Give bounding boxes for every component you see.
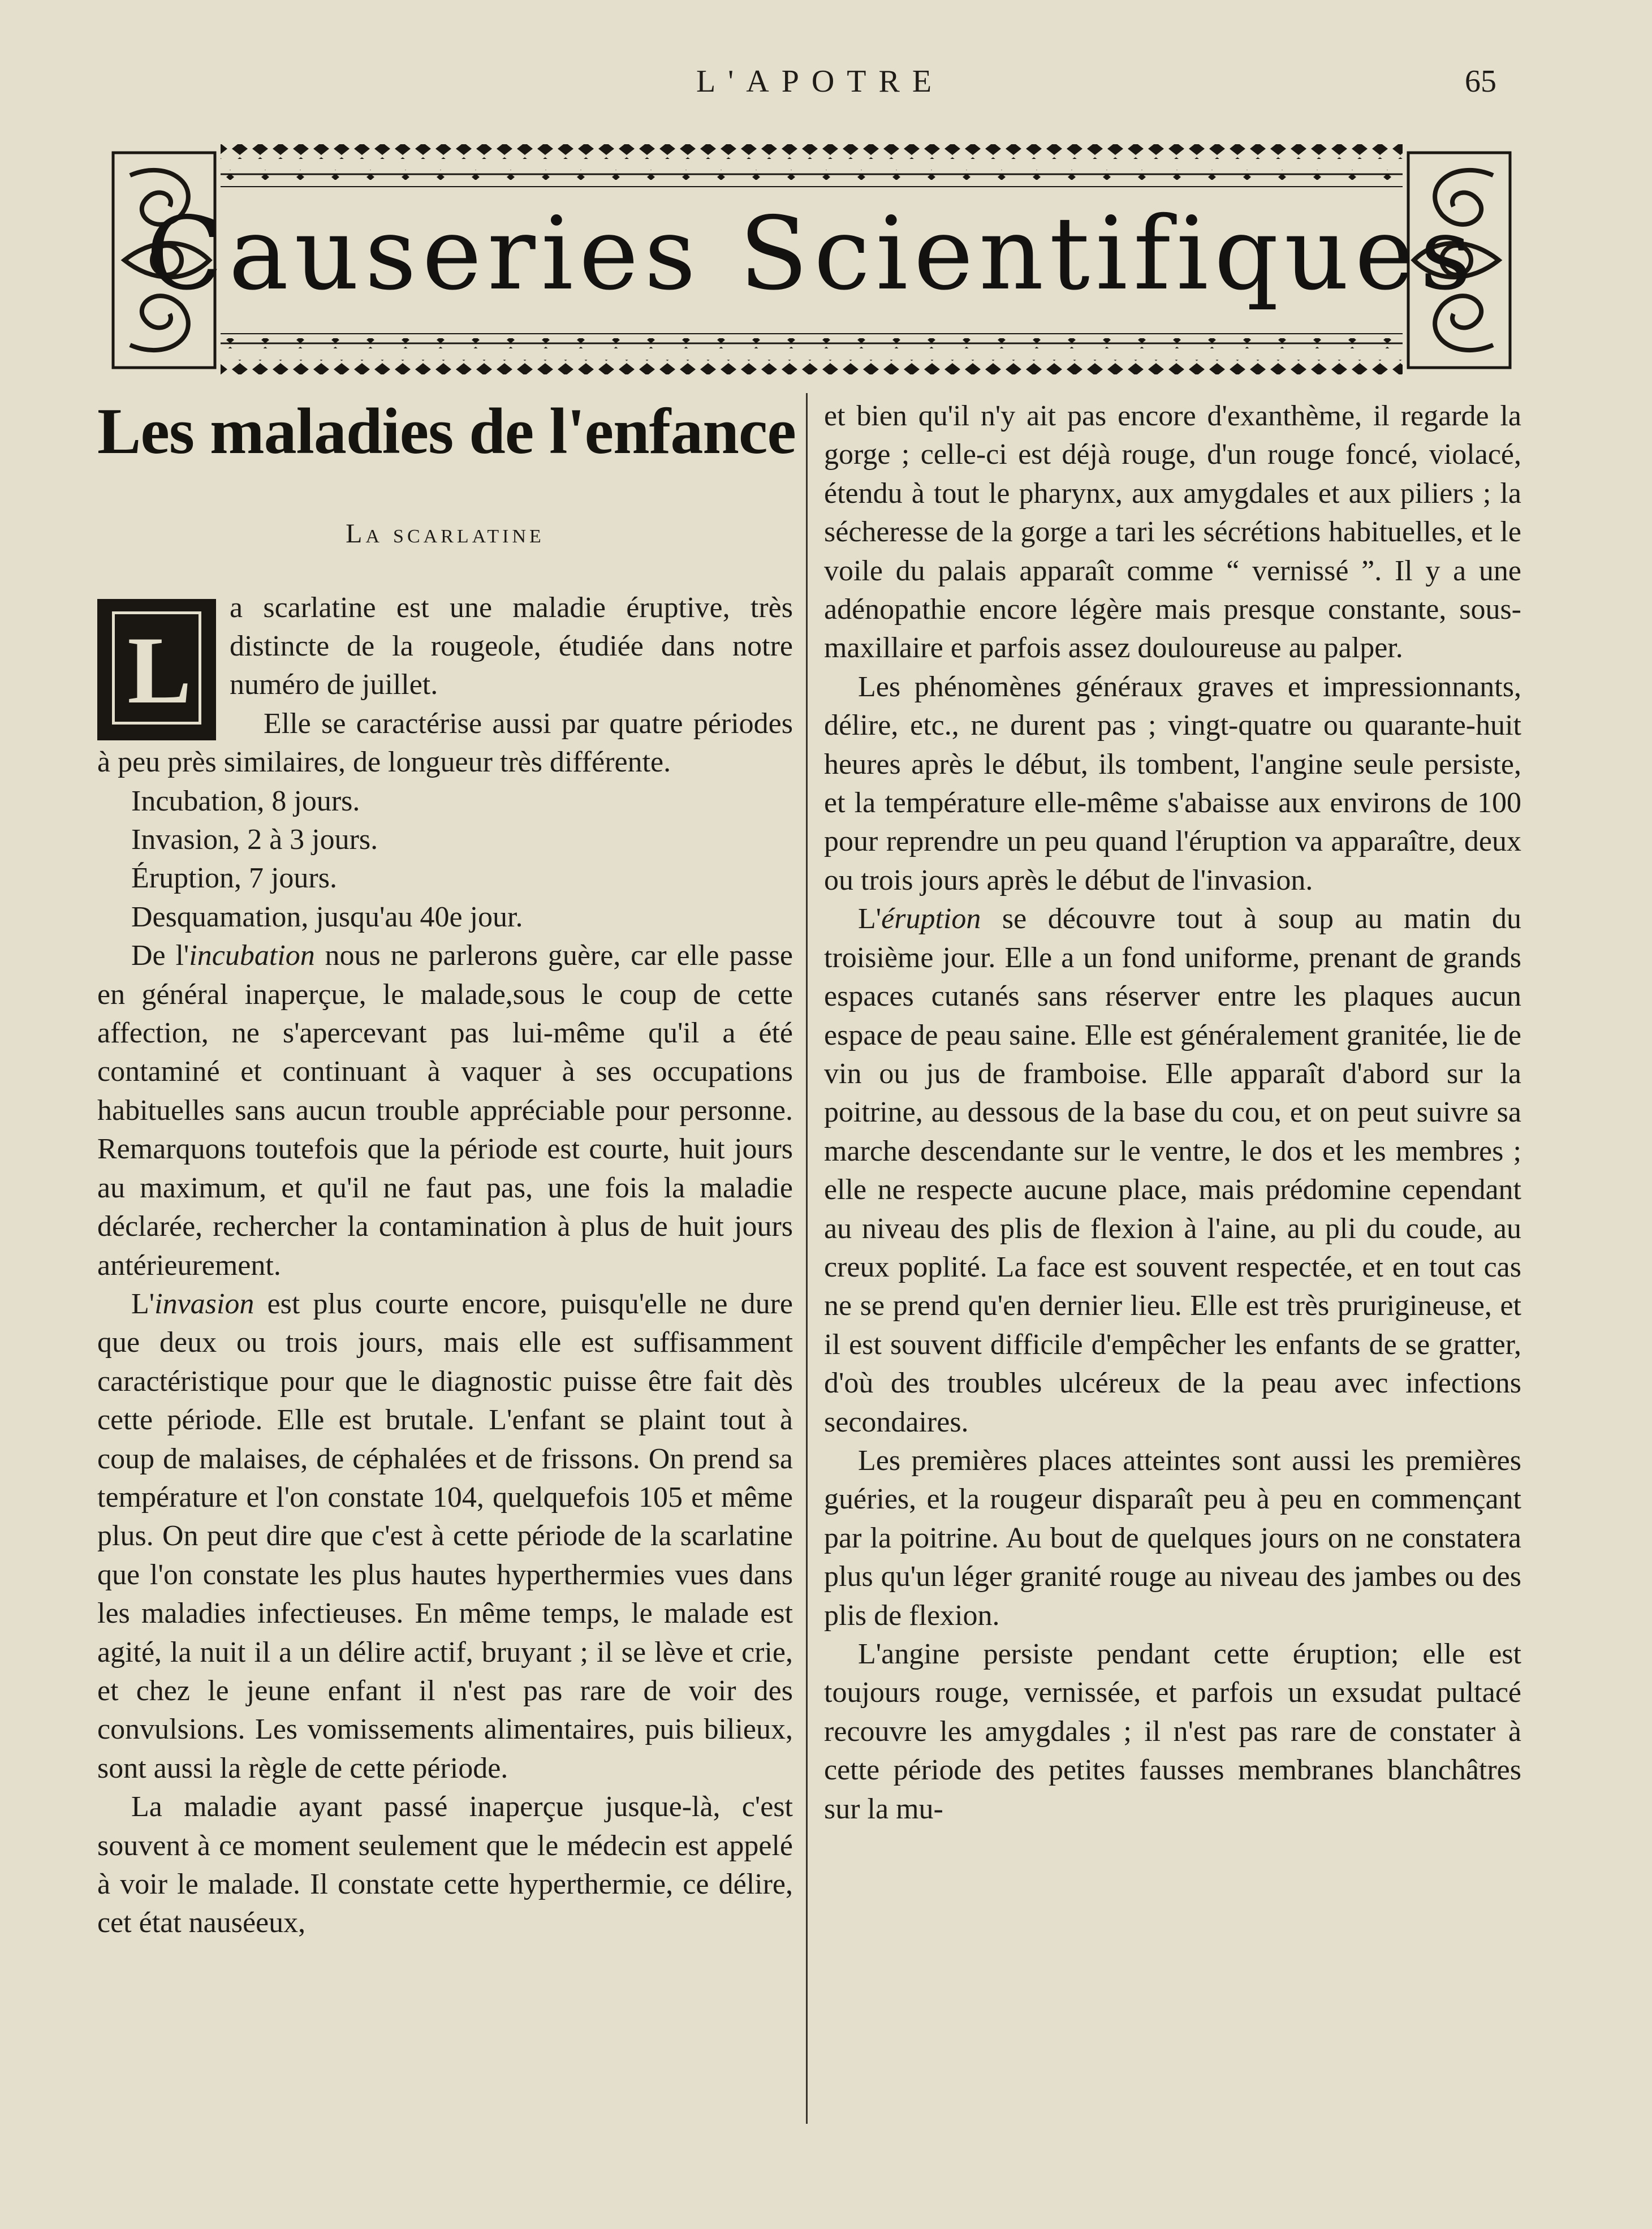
period-desquamation: Desquamation, jusqu'au 40e jour. [131,900,523,933]
left-column [97,395,796,1943]
continuation-paragraph: et bien qu'il n'y ait pas encore d'exanthème, il regarde la gorge ; celle-ci est déjà rouge, d'un rouge foncé, violacé, étendu à tout le pharynx, aux amygdales et aux piliers ; la sécheresse de la gorge a tari les sécrétions habituelles, et le voile du palais apparaît comme “ vernissé ”. Il y a une adénopathie encore légère mais presque constante, sous-maxillaire et parfois assez douloureuse au palper. [824,400,1521,665]
period-eruption: Éruption, 7 jours. [131,862,337,895]
banner-title: Causeries Scientifiques [145,195,1477,312]
invasion-paragraph [97,1285,793,1788]
invasion-term: invasion [154,1287,255,1320]
running-title: L'APOTRE [696,64,944,99]
invasion-lead: L' [131,1287,155,1320]
incubation-lead: De l' [131,939,189,972]
phenomenes-paragraph: Les phénomènes généraux graves et impressionnants, délire, etc., ne durent pas ; vingt-quatre ou quarante-huit heures après le début, ils tombent, l'angine seule persiste, et la température elle-même s'abaisse aux environs de 100 pour reprendre un peu quand l'éruption va apparaître, deux ou trois jours après le début de l'invasion. [824,670,1521,896]
eruption-paragraph [824,900,1521,1442]
running-head [0,63,1652,109]
eruption-term: éruption [881,903,981,935]
invasion-text: est plus courte encore, puisqu'elle ne dure que deux ou trois jours, mais elle est suffisamment caractéristique pour que le diagnostic puisse être fait dès cette période. Elle est brutale. L'enfant se plaint tout à coup de malaises, de céphalées et de frissons. On prend sa température et l'on constate 104, quelquefois 105 et même plus. On peut dire que c'est à cette période de la scarlatine que l'on constate les plus hautes hyperthermies vues dans les maladies infectieuses. En même temps, le malade est agité, la nuit il a un délire actif, bruyant ; il se lève et crie, et chez le jeune enfant il n'est pas rare de voir des convulsions. Les vomissements alimentaires, puis bilieux, sont aussi la règle de cette période. [97,1287,793,1784]
incubation-paragraph [97,937,793,1285]
eruption-text: se découvre tout à soup au matin du troisième jour. Elle a un fond uniforme, prenant de grands espaces cutanés sans réserver entre les plaques aucun espace de peau saine. Elle est généralement granitée, lie de vin ou jus de framboise. Elle apparaît d'abord sur la poitrine, au dessous de la base du cou, et on peut suivre sa marche descendante sur le ventre, le dos et les membres ; elle ne respecte aucune place, mais prédomine cependant au niveau des plis de flexion à l'aine, au pli du coude, au creux poplité. La face est souvent respectée, et en tout cas ne se prend qu'en dernier lieu. Elle est très prurigineuse, et il est souvent difficile d'empêcher les enfants de se gratter, d'où des troubles ulcéreux de la peau avec infections secondaires. [824,903,1521,1438]
period-invasion: Invasion, 2 à 3 jours. [131,824,378,856]
intro-second-paragraph: Elle se caractérise aussi par quatre périodes à peu près similaires, de longueur très différente. [97,707,793,779]
intro-paragraph: a scarlatine est une maladie éruptive, très distincte de la rougeole, étudiée dans notre numéro de juillet. [230,591,793,701]
title-banner [107,141,1516,379]
page-number: 65 [1465,64,1496,99]
article-title: Les maladies de l'enfance [97,395,796,468]
section-heading: La scarlatine [346,518,545,549]
dropcap-letter: L [127,616,192,723]
periods-list [97,782,793,937]
right-column [824,397,1521,1829]
dropcap-frame [112,611,201,725]
malade-paragraph: La maladie ayant passé inaperçue jusque-là, c'est souvent à ce moment seulement que le médecin est appelé à voir le malade. Il constate cette hyperthermie, ce délire, cet état nauséeux, [97,1791,793,1939]
incubation-term: incubation [189,939,315,972]
period-incubation: Incubation, 8 jours. [131,784,360,817]
column-rule [806,393,808,2124]
eruption-lead: L' [858,903,882,935]
lettrine-paragraph [97,589,793,782]
angine-paragraph: L'angine persiste pendant cette éruption; elle est toujours rouge, vernissée, et parfois un exsudat pultacé recouvre les amygdales ; il n'est pas rare de constater à cette période des petites fausses membranes blanchâtres sur la mu- [824,1638,1521,1825]
incubation-text: nous ne parlerons guère, car elle passe en général inaperçue, le malade,sous le coup de cette affection, ne s'apercevant pas lui-même qu'il a été contaminé et continuant à vaquer à ses occupations habituelles sans aucun trouble appréciable pour personne. Remarquons toutefois que la période est courte, huit jours au maximum, et qu'il ne faut pas, une fois la maladie déclarée, rechercher la contamination à plus de huit jours antérieurement. [97,939,793,1282]
premieres-paragraph: Les premières places atteintes sont aussi les premières guéries, et la rougeur disparaît peu à peu en commençant par la poitrine. Au bout de quelques jours on ne constatera plus qu'un léger granité rouge au niveau des jambes ou des plis de flexion. [824,1444,1521,1632]
dropcap-ornament [97,599,216,740]
